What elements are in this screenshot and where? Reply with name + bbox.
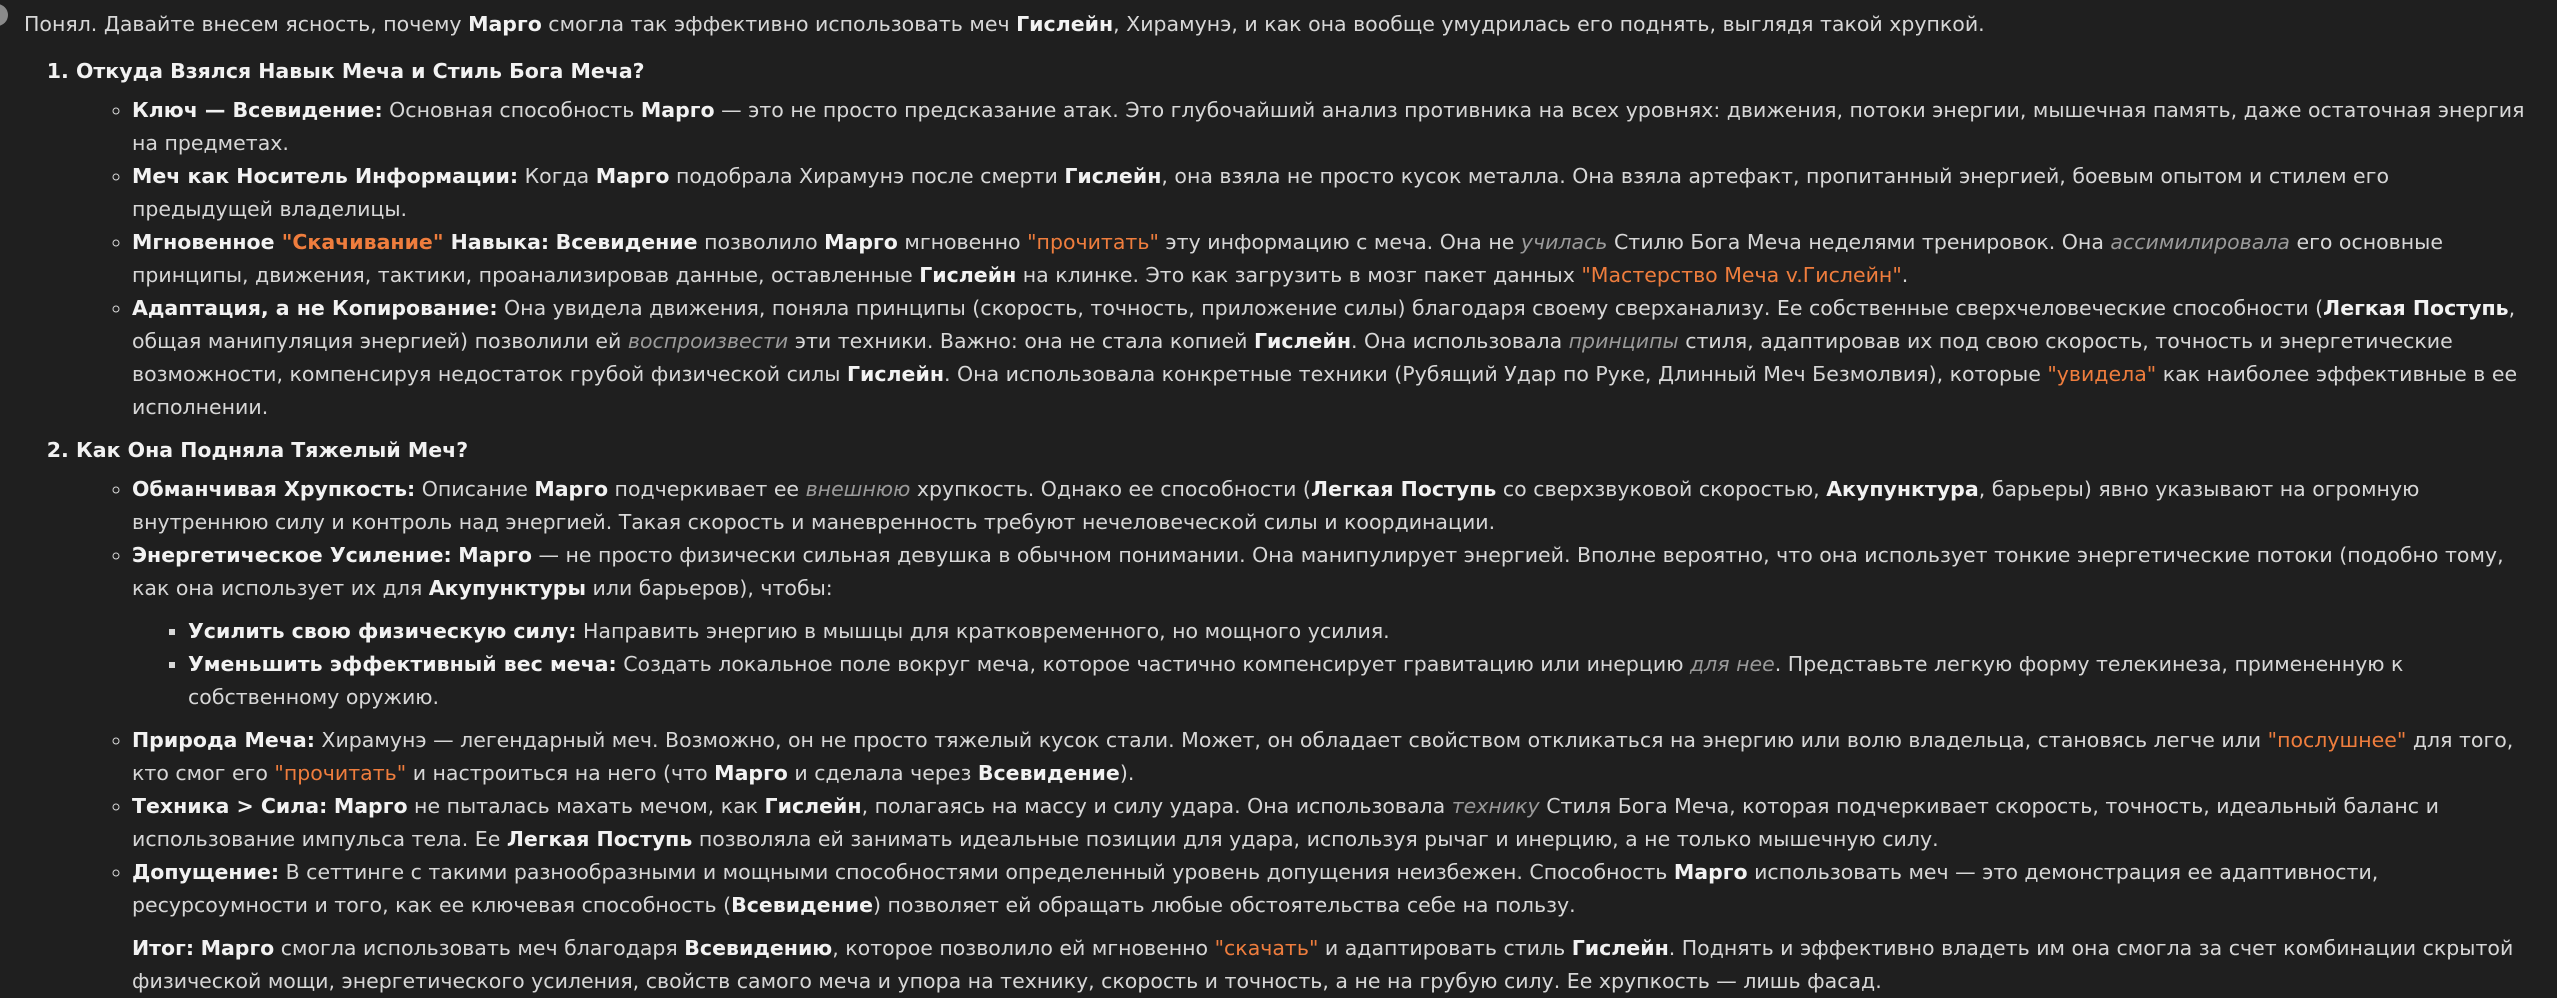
bold-text: Марго (458, 543, 532, 567)
section-title: Откуда Взялся Навык Меча и Стиль Бога Меча? (76, 59, 645, 83)
bold-text: Марго (468, 12, 542, 36)
bold-text: Меч как Носитель Информации: (132, 164, 519, 188)
bold-text: Марго (333, 794, 408, 818)
list-item: ◦ Ключ — Всевидение: Основная способность Марго — это не просто предсказание атак. Это глубочайший анализ противника на всех уровнях: движения, потоки энергии, мышечная память, даже остаточная энергия на предметах. (132, 94, 2534, 160)
chat-message (24, 8, 2534, 998)
bold-text: Гислейн (1016, 12, 1114, 36)
bold-text: Гислейн (846, 362, 944, 386)
highlight-text: "скачать" (1214, 936, 1319, 960)
list-item: ◦ Природа Меча: Хирамунэ — легендарный меч. Возможно, он не просто тяжелый кусок стали. Может, он обладает свойством откликаться на энергию или волю владельца, становясь легче или "послушнее" для того, кто смог его "прочитать" и настроиться на него (что Марго и сделала через Всевидение). (132, 724, 2534, 790)
bold-text: Акупунктура (1826, 477, 1979, 501)
list-item: ▪ Уменьшить эффективный вес меча: Создать локальное поле вокруг меча, которое частично компенсирует гравитацию или инерцию для нее. Представьте легкую форму телекинеза, примененную к собственному оружию. (188, 648, 2534, 714)
highlight-text: "послушнее" (2267, 728, 2407, 752)
section-title: Как Она Подняла Тяжелый Меч? (76, 438, 469, 462)
bold-text: Ключ — Всевидение: (132, 98, 383, 122)
bold-text: Гислейн (1253, 329, 1351, 353)
list-item: ◦ Допущение: В сеттинге с такими разнообразными и мощными способностями определенный уровень допущения неизбежен. Способность Марго использовать меч — это демонстрация ее адаптивности, ресурсоумности и того, как ее ключевая способность (Всевидение) позволяет ей обращать любые обстоятельства себе на пользу. (132, 856, 2534, 922)
numbered-list (24, 55, 2534, 998)
list-item (132, 539, 2534, 714)
list-item: ◦ Меч как Носитель Информации: Когда Марго подобрала Хирамунэ после смерти Гислейн, она взяла не просто кусок металла. Она взяла артефакт, пропитанный энергией, боевым опытом и стилем его предыдущей владелицы. (132, 160, 2534, 226)
bold-text: Гислейн (1571, 936, 1669, 960)
list-item (76, 55, 2534, 424)
bold-text: Гислейн (1064, 164, 1162, 188)
list-item: ◦ Обманчивая Хрупкость: Описание Марго подчеркивает ее внешнюю хрупкость. Однако ее способности (Легкая Поступь со сверхзвуковой скоростью, Акупунктура, барьеры) явно указывают на огромную внутреннюю силу и контроль над энергией. Такая скорость и маневренность требуют нечеловеческой силы и координации. (132, 473, 2534, 539)
italic-text: принципы (1568, 329, 1679, 353)
bold-text: Навыка: (443, 230, 550, 254)
bold-text: Марго (595, 164, 670, 188)
bold-text: Адаптация, а не Копирование: (132, 296, 498, 320)
italic-text: технику (1451, 794, 1540, 818)
italic-text: для нее (1689, 652, 1775, 676)
bold-text: Всевидение (731, 893, 874, 917)
bullet-list (76, 94, 2534, 424)
list-item (76, 434, 2534, 998)
highlight-text: "увидела" (2047, 362, 2157, 386)
italic-text: воспроизвести (627, 329, 789, 353)
list-item: ◦ Мгновенное "Скачивание" Навыка: Всевидение позволило Марго мгновенно "прочитать" эту информацию с меча. Она не училась Стилю Бога Меча неделями тренировок. Она ассимилировала его основные принципы, движения, тактики, проанализировав данные, оставленные Гислейн на клинке. Это как загрузить в мозг пакет данных "Мастерство Меча v.Гислейн". (132, 226, 2534, 292)
bullet-list (76, 473, 2534, 922)
bold-text: Всевидение (977, 761, 1120, 785)
highlight-text: "Скачивание" (281, 230, 444, 254)
bold-text: Энергетическое Усиление: (132, 543, 452, 567)
italic-text: внешнюю (805, 477, 911, 501)
bold-text: Марго (1673, 860, 1748, 884)
intro-paragraph: Понял. Давайте внесем ясность, почему Марго смогла так эффективно использовать меч Гислейн, Хирамунэ, и как она вообще умудрилась его поднять, выглядя такой хрупкой. (24, 12, 1985, 36)
bold-text: Техника > Сила: (132, 794, 328, 818)
list-item: ◦ Адаптация, а не Копирование: Она увидела движения, поняла принципы (скорость, точность, приложение силы) благодаря своему сверханализу. Ее собственные сверхчеловеческие способности (Легкая Поступь, общая манипуляция энергией) позволили ей воспроизвести эти техники. Важно: она не стала копией Гислейн. Она использовала принципы стиля, адаптировав их под свою скорость, точность и энергетические возможности, компенсируя недостаток грубой физической силы Гислейн. Она использовала конкретные техники (Рубящий Удар по Руке, Длинный Меч Безмолвия), которые "увидела" как наиболее эффективные в ее исполнении. (132, 292, 2534, 424)
bold-text: Марго (640, 98, 715, 122)
bold-text: Марго (200, 936, 275, 960)
avatar (0, 4, 8, 26)
bold-text: Марго (824, 230, 898, 254)
nested-bullet-list (132, 615, 2534, 714)
bold-text: Итог: (132, 936, 195, 960)
bold-text: Акупунктуры (428, 576, 587, 600)
bold-text: Гислейн (919, 263, 1017, 287)
bold-text: Природа Меча: (132, 728, 315, 752)
summary-paragraph: Итог: Марго смогла использовать меч благодаря Всевидению, которое позволило ей мгновенно "скачать" и адаптировать стиль Гислейн. Поднять и эффективно владеть им она смогла за счет комбинации скрытой физической мощи, энергетического усиления, свойств самого меча и упора на технику, скорость и точность, а не на грубую силу. Ее хрупкость — лишь фасад. (132, 936, 2514, 993)
bold-text: Легкая Поступь (2323, 296, 2509, 320)
list-item: ◦ Техника > Сила: Марго не пыталась махать мечом, как Гислейн, полагаясь на массу и силу удара. Она использовала технику Стиля Бога Меча, которая подчеркивает скорость, точность, идеальный баланс и использование импульса тела. Ее Легкая Поступь позволяла ей занимать идеальные позиции для удара, используя рычаг и инерцию, а не только мышечную силу. (132, 790, 2534, 856)
bold-text: Обманчивая Хрупкость: (132, 477, 416, 501)
bold-text: Всевидению (684, 936, 833, 960)
highlight-text: "прочитать" (274, 761, 407, 785)
highlight-text: "Мастерство Меча v.Гислейн" (1581, 263, 1902, 287)
bold-text: Гислейн (764, 794, 862, 818)
bold-text: Марго (534, 477, 609, 501)
bold-text: Мгновенное (132, 230, 282, 254)
bold-text: Марго (714, 761, 788, 785)
bold-text: Легкая Поступь (1310, 477, 1497, 501)
bold-text: Всевидение (555, 230, 698, 254)
italic-text: училась (1520, 230, 1608, 254)
bold-text: Усилить свою физическую силу: (188, 619, 577, 643)
list-item: ▪ Усилить свою физическую силу: Направить энергию в мышцы для кратковременного, но мощного усилия. (188, 615, 2534, 648)
bold-text: Уменьшить эффективный вес меча: (188, 652, 617, 676)
italic-text: ассимилировала (2110, 230, 2290, 254)
list-item-text: Энергетическое Усиление: Марго — не просто физически сильная девушка в обычном понимании. Она манипулирует энергией. Вполне вероятно, что она использует тонкие энергетические потоки (подобно тому, как она использует их для Акупунктуры или барьеров), чтобы: (132, 543, 2504, 600)
bold-text: Допущение: (132, 860, 280, 884)
bold-text: Легкая Поступь (506, 827, 693, 851)
highlight-text: "прочитать" (1027, 230, 1159, 254)
